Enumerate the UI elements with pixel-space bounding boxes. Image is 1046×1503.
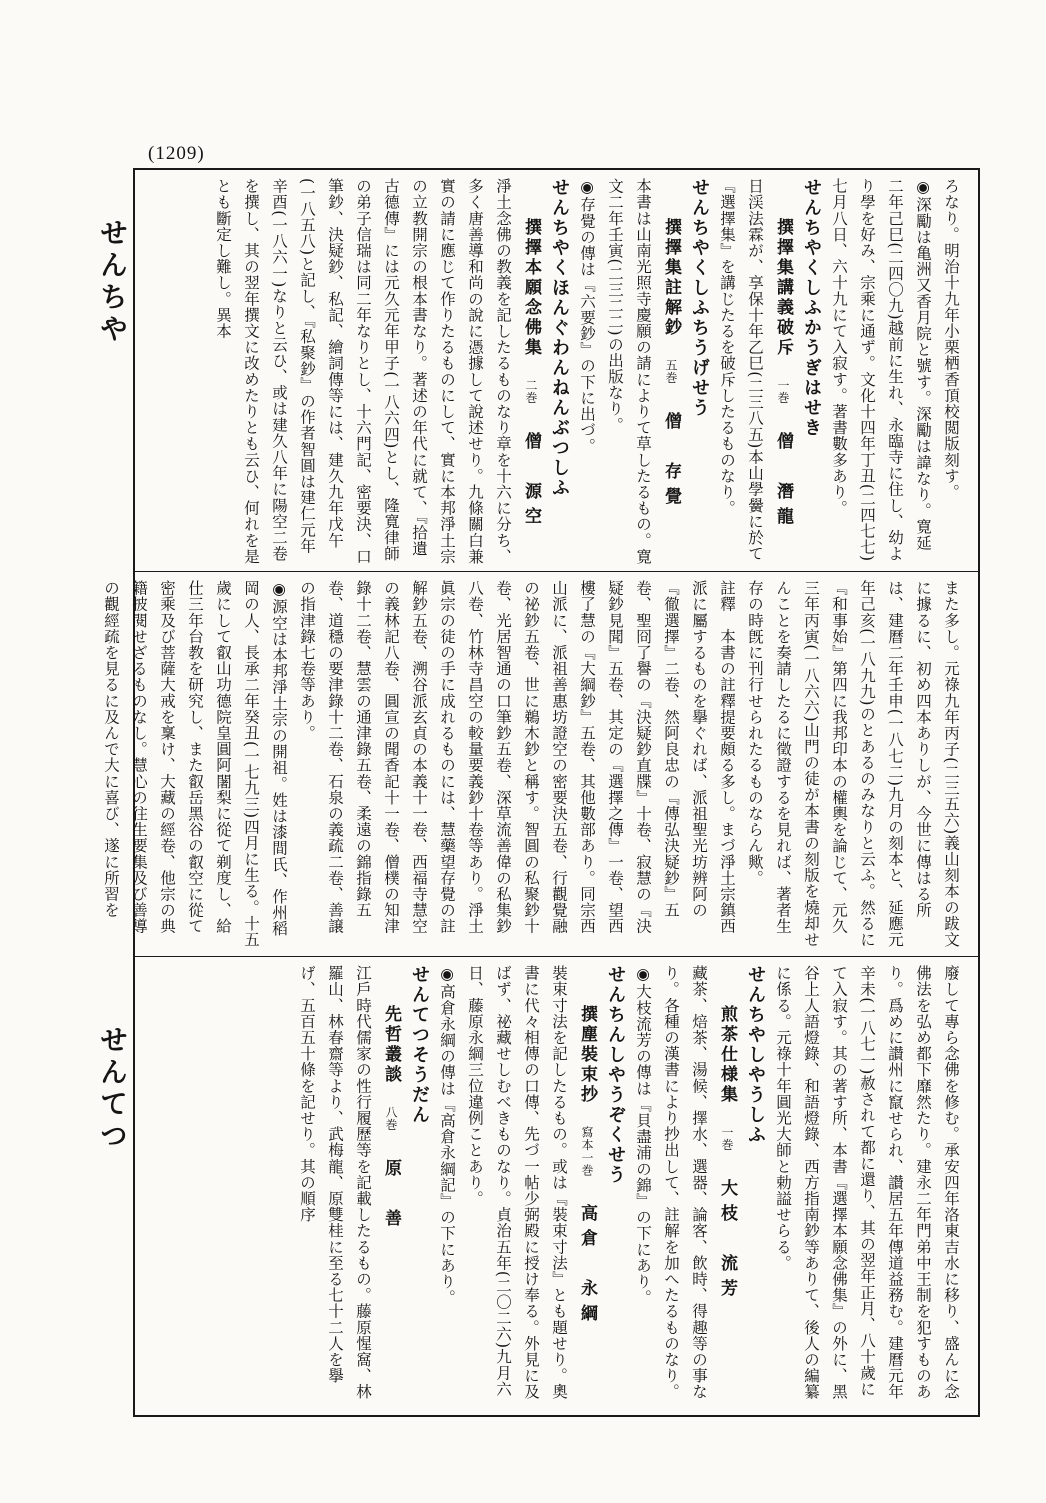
volume-count: 二巻 [524,378,538,404]
text-paragraph: 註釋 本書の註釋提要頗る多し。まづ淨土宗鎮西派に屬するものを擧ぐれば、派祖聖光坊辨阿の『徹選擇』二卷、然阿良忠の『傳弘決疑鈔』五卷、聖冏了譽の『決疑鈔直牒』十卷、寂慧の『決疑鈔見聞』五卷、其定の『選擇之傳』一卷、望西樓了慧の『大綱鈔』五卷、其他數部あり。同宗西山派に、派祖善惠坊證空の密要決五卷、行觀覺融の祕鈔五卷、世に鵜木鈔と稱す。智圓の私聚鈔十卷、光居智通の口筆鈔五卷、深草流善偉の私集鈔八卷、竹林寺昌空の較量要義鈔十卷等あり。淨土眞宗の徒の手に成れるものには、慧藥望存覺の註解鈔五卷、溯谷派玄貞の本義十一卷、西福寺慧空の義林記八卷、圓宣の聞香記十一卷、僧樸の知津錄十二卷、慧雲の通津錄五卷、柔遠の錦指錄五卷、道穩の要津錄十二卷、石泉の義疏二卷、善譲の指津錄七卷等あり。 [298,580,736,935]
text-paragraph: ◉深勵は亀洲又香月院と號す。深勵は諱なり。寛延二年己巳(二四〇九)越前に生れ、永臨寺に住し、幼より學を好み、宗乘に通ず。文化十四年丁丑(二四七七)七月八日、六十九にて入寂す。著書數多あり。 [830,178,932,562]
text-paragraph: ◉源空は本邦淨土宗の開祖。姓は漆間氏、作州稻岡の人、長承二年癸丑(一七九三)四月に生る。十五歲にして叡山功德院皇圓阿闍梨に從て剃度し、給仕三年台教を研究し、また叡岳黑谷の叡空に從て密乘及び菩薩大戒を稟け、大藏の經卷、他宗の典籍披閱せざるものなし。慧心の往生要集及び善導の觀經疏を見るに及んで大に喜び、遂に所習を [102,580,288,948]
text-paragraph: ろなり。明治十九年小栗栖香頂校閲版刻す。 [942,178,960,500]
entry-heading: せんちやくしふかうぎはせき [801,178,822,438]
entry-body: 江戶時代儒家の性行履歷等を記載したるもの。藤原惺窩、林羅山、林春齋等より、武梅龍、原雙桂に至る七十二人を擧げ、五百五十條を記せり。其の順序 [298,965,372,1400]
entry-heading: せんてつそうだん [409,965,430,1125]
book-title-line [573,965,601,1405]
entry-body: 淨土念佛の教義を記したるものなり章を十六に分ち、多く唐善導和尚の說に憑據して說述せり。九條關白兼實の請に應じて作りたるものにして、實に本邦淨土宗の立教開宗の根本書なり。著述の年代に就て、『拾遺古德傳』には元久元年甲子(一八六四)とし、隆寬律師の弟子信瑞は同二年なりとし、十六門記、密要決、口筆鈔、決疑鈔、私記、繪詞傳等には、建久九年戊午(一八五八)と記し、『私聚鈔』の作者智圓は建仁元年辛酉(一八六一)なりと云ひ、或は建久八年に陽空二卷を撰し、其の翌年撰文に改めたりとも云ひ、何れを是とも斷定し難し。異本 [214,178,512,565]
book-title-line [517,178,545,566]
entry-note: ◉存覺の傳は『六要鈔』の下に出づ。 [578,178,596,455]
volume-count: 寫本一巻 [580,1125,594,1176]
entry-heading: せんちやくしふちうげせう [689,178,710,418]
entry-note: ◉大枝流芳の傳は『貝盡浦の錦』の下にあり。 [634,965,652,1306]
book-title: 煎茶仕様集 [717,1005,737,1105]
book-title: 先哲叢談 [381,1005,401,1085]
book-title-line [657,178,685,566]
author-name: 僧 存覺 [661,412,681,513]
book-title: 撰塵裝束抄 [577,1005,597,1105]
volume-count: 一巻 [776,378,790,404]
divider-lower [135,956,978,957]
author-name: 高倉 永綱 [577,1204,597,1330]
text-paragraph: 廢して專ら念佛を修む。承安四年洛東吉水に移り、盛んに念佛法を弘め都下靡然たり。建永二年門弟中王制を犯すものあり。爲めに讃州に竄せられ、讃居五年傳道益務む。建曆元年辛未(一八七一)赦されて都に還り、其の翌年正月、八十歲にて入寂す。其の著す所、本書『選擇本願念佛集』の外に、黑谷上人語燈錄、和語燈錄、西方指南鈔等ありて、後人の編纂に係る。元祿十年圓光大師と勅謚せらる。 [774,965,960,1400]
author-name: 僧 源空 [521,432,541,533]
entry-heading: せんちやしやうしふ [745,965,766,1145]
entry-note: ◉高倉永綱の傳は『高倉永綱記』の下にあり。 [438,965,456,1306]
book-title-line [769,178,797,566]
running-head-bottom: せんてつ [96,1025,129,1153]
entry-body: 裝束寸法を記したるもの。或は『裝束寸法』とも題せり。奧書に代々相傳の口傳、先づ一帖少弼殿に授け奉る。外見に及ばず、祕藏せしむべきものなり。貞治五年(二〇二六)九月六日、藤原永綱三位違例ことあり。 [466,965,568,1400]
author-name: 大枝 流芳 [717,1179,737,1305]
entry-heading: せんちんしやうぞくせう [605,965,626,1185]
book-title-line [377,965,405,1405]
divider-upper [135,571,978,572]
volume-count: 五巻 [664,358,678,384]
volume-count: 一巻 [720,1125,734,1151]
text-paragraph: また多し。元祿九年丙子(二三五六)義山刻本の跋文に據るに、初め四本ありしが、今世に傳はる所は、建曆二年壬申(一八七二)九月の刻本と、延應元年己亥(一八九九)のとあるのみなりと云ふ。然るに『和事始』第四に我邦印本の權輿を論じて、元久三年丙寅(一八六六)山門の徒が本書の刻版を燒却せんことを奏請したるに徵證するを見れば、著者生存の時旣に刊行せられたるものならん歟。 [746,580,960,948]
running-head-top: せんちや [96,218,129,346]
tier-bottom [149,965,965,1405]
entry-body: 本書は山南光照寺慶願の請によりて草したるもの。寛文二年壬寅(二三二二)の出版なり。 [606,178,652,565]
page-frame [102,168,980,1417]
entry-body: 藏茶、焙茶、湯候、擇水、選器、論客、飲時、得趣等の事なり。各種の漢書により抄出して、註解を加へたるものなり。 [662,965,708,1400]
book-title: 撰擇本願念佛集 [521,218,541,358]
book-title: 撰擇集講義破斥 [773,218,793,358]
book-title: 撰擇集註解鈔 [661,218,681,338]
volume-count: 八巻 [384,1105,398,1131]
author-name: 原 善 [381,1159,401,1235]
author-name: 僧 潛龍 [773,432,793,533]
entry-body: 日渓法霖が、享保十年乙巳(二三八五)本山學黌に於て『選擇集』を講じたるを破斥したるものなり。 [718,178,764,562]
entry-heading: せんちやくほんぐわんねんぶつしふ [549,178,570,498]
tier-top [149,178,965,566]
page-number: (1209) [148,143,205,164]
book-title-line [713,965,741,1405]
tier-middle [102,580,965,950]
